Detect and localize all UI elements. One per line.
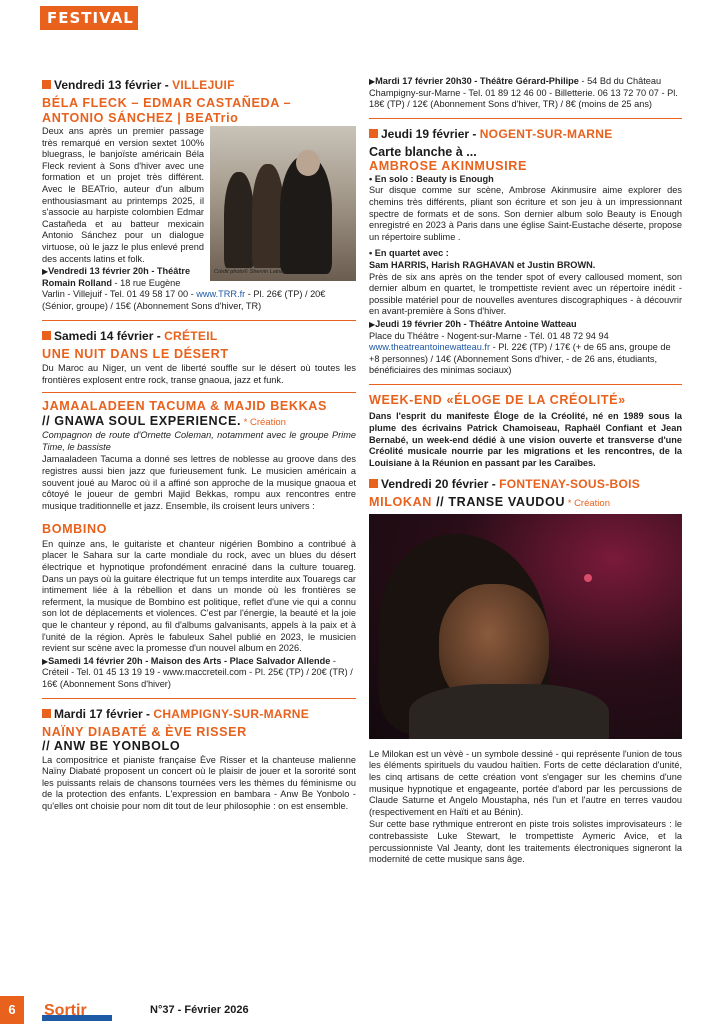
page-number: 6 xyxy=(0,996,24,1024)
weekend-title: WEEK-END «ÉLOGE DE LA CRÉOLITÉ» xyxy=(369,392,626,407)
quartet-description: Près de six ans après on the tender spot of every calloused moment, son dernier album en quartet, le trompettiste revient avec un répertoire inédit - possible matériel pour de nouvelles aventures discographiques - à découvrir en avant-première à Sons d'hiver. xyxy=(369,271,682,317)
bullet-square-icon xyxy=(369,129,378,138)
bullet-square-icon xyxy=(369,479,378,488)
arrow-icon: ▶ xyxy=(42,656,49,666)
svg-text:Sortir: Sortir xyxy=(44,1002,87,1019)
event-title: BÉLA FLECK – EDMAR CASTAÑEDA – ANTONIO SÁNCHEZ | BEATrio xyxy=(42,96,292,125)
divider xyxy=(42,392,356,393)
event-info: ▶Jeudi 19 février 20h - Théâtre Antoine Watteau Place du Théâtre - Nogent-sur-Marne - Tél. 01 48 72 94 94 www.theatreantoinewatteau.fr - Pl. 22€ (TP) / 17€ (+ de 65 ans, groupe de +8 personnes) / 14€ (Abonnement Sons d'hiver, - de 26 ans, étudiants, bénéficiaires des minimas sociaux) xyxy=(369,318,671,376)
left-column xyxy=(42,78,356,814)
artist-title: BOMBINO xyxy=(42,522,108,537)
arrow-icon: ▶ xyxy=(42,267,49,277)
event-description: Le Milokan est un vèvè - un symbole dessiné - qui représente l'union de tous les éléments spirituels du vaudou haïtien. Forts de cette déclaration d'unité, les cinq artisans de cette création vont s'engager sur les chemins d'une musique hypnotique et engageante, portée d'abord par les percussions de Claude Saturne et Angelo Moustapha, nés l'un et l'autre en terres vaudou (respectivement en Haïti et au Bénin). xyxy=(369,748,682,817)
event-info: ▶Vendredi 13 février 20h - Théâtre Romain Rolland - 18 rue Eugène Varlin - Villejuif - Tel. 01 49 58 17 00 - www.TRR.fr - Pl. 26€ (TP) / 20€ (Sénior, groupe) / 15€ (Abonnement Sons d'hiver, TR) xyxy=(42,266,326,311)
event-date: Mardi 17 février - CHAMPIGNY-SUR-MARNE xyxy=(42,707,356,721)
project-title: // ANW BE YONBOLO xyxy=(42,739,181,754)
bullet-square-icon xyxy=(42,331,51,340)
artist-title: MILOKAN // TRANSE VAUDOU * Création xyxy=(369,495,610,510)
quartet-label: • En quartet avec : xyxy=(369,248,449,259)
event-date: Vendredi 13 février - VILLEJUIF xyxy=(42,78,356,92)
solo-description: Sur disque comme sur scène, Ambrose Akinmusire aime explorer des chemins très différents, pliant son écriture et son jeu à un impressionnant spectre de formats et de sons. Son dernier album solo Beauty is Enough enregistré en 2023 à Paris dans une église Saint-Eustache déserte, propose un répertoire sublime . xyxy=(369,185,682,242)
website-link[interactable]: www.theatreantoinewatteau.fr xyxy=(369,342,491,353)
artist-description: Jamaaladeen Tacuma a donné ses lettres de noblesse au groove dans des registres aussi bien jazz que furieusement funk. Le musicien américain a souvent joué au Maroc où il a affiné son approche de la musique gnaoua et côtoyé le joueur de gembri Majid Bekkas, rompu aux rencontres entre musique traditionnelle et jazz. Ensemble, ils croisent leurs univers : xyxy=(42,454,356,511)
right-column xyxy=(369,76,682,867)
weekend-intro: Dans l'esprit du manifeste Éloge de la Créolité, né en 1989 sous la plume des écrivains Patrick Chamoiseau, Raphaël Confiant et Jean Bernabé, un week-end dédié à une vision ouverte et transverse d'une Créolité musicale nourrie par les migrations et les rencontres, de la Louisiane à la Réunion en passant par les Caraïbes. xyxy=(369,411,682,468)
event-title: Carte blanche à ... xyxy=(369,144,477,159)
photo-credit: Crédit photo© Shervin Lainez xyxy=(214,269,286,276)
event-description: Sur cette base rythmique entreront en piste trois solistes improvisateurs : le contrebassiste Luke Stewart, le trompettiste Aymeric Avice, et la percussionniste Val Jeanty, dont les traitements électroniques signeront la modernité de cette musique sans âge. xyxy=(369,819,682,865)
event-date: Vendredi 20 février - FONTENAY-SOUS-BOIS xyxy=(369,477,682,491)
website-link[interactable]: www.TRR.fr xyxy=(196,289,246,300)
issue-label: N°37 - Février 2026 xyxy=(150,1004,249,1016)
divider xyxy=(42,320,356,321)
arrow-icon: ▶ xyxy=(369,77,376,86)
event-title: UNE NUIT DANS LE DÉSERT xyxy=(42,346,229,361)
divider xyxy=(369,118,682,119)
event-date: Jeudi 19 février - NOGENT-SUR-MARNE xyxy=(369,127,682,141)
bullet-square-icon xyxy=(42,709,51,718)
project-title: // GNAWA SOUL EXPERIENCE. * Création xyxy=(42,413,286,428)
event-description: Du Maroc au Niger, un vent de liberté souffle sur le désert où toutes les frontières explosent entre rock, transe gnaoua, jazz et funk. xyxy=(42,363,356,385)
artist-photo xyxy=(369,514,682,739)
artist-title: AMBROSE AKINMUSIRE xyxy=(369,159,527,174)
artist-intro: Compagnon de route d'Ornette Coleman, notamment avec le groupe Prime Time, le bassiste xyxy=(42,430,356,452)
quartet-members: Sam HARRIS, Harish RAGHAVAN et Justin BROWN. xyxy=(369,259,596,270)
event-info: ▶Mardi 17 février 20h30 - Théâtre Gérard-Philipe - 54 Bd du Château Champigny-sur-Marne - Tel. 01 89 12 46 00 - Billetterie. 06 13 72 70 07 - Pl. 18€ (TP) / 12€ (Abonnement Sons d'hiver, TR) / 8€ (moins de 25 ans) xyxy=(369,76,678,110)
solo-label: • En solo : Beauty is Enough xyxy=(369,173,494,184)
arrow-icon: ▶ xyxy=(369,319,376,329)
divider xyxy=(42,698,356,699)
divider xyxy=(369,384,682,385)
event-description: La compositrice et pianiste française Ève Risser et la chanteuse malienne Naïny Diabaté proposent un concert où le plaisir de jouer et la sororité sont les puissants relais de chansons tournées vers les thèmes du féminisme ou de la protection des enfants. L'expression en bambara - Anw Be Yonbolo - qu'elles ont choisie pour nom dit tout de leur philosophie : on est ensemble. xyxy=(42,754,356,811)
bullet-square-icon xyxy=(42,80,51,89)
event-description: Deux ans après un premier passage très remarqué en version sextet 100% bluegrass, le banjoïste américain Béla Fleck revient à Sons d'hiver avec une formation et un projet très différent. Avec le BEATrio, auteur d'un album enthousiasmant au printemps 2025, il s'associe au harpiste colombien Edmar Castañeda et au batteur mexicain Antonio Sánchez pour un dialogue virtuose, où le jazz le plus enlevé prend des accents latins et folk. xyxy=(42,126,204,264)
page-footer xyxy=(0,996,724,1024)
event-info: ▶Samedi 14 février 20h - Maison des Arts - Place Salvador Allende - Créteil - Tel. 01 45 13 19 19 - www.maccreteil.com - Pl. 25€ (TP) / 20€ (TR) / 16€ (Abonnement Sons d'hiver) xyxy=(42,655,353,689)
event-date: Samedi 14 février - CRÉTEIL xyxy=(42,329,356,343)
section-tag: FESTIVAL xyxy=(40,6,138,30)
artist-title: JAMAALADEEN TACUMA & MAJID BEKKAS xyxy=(42,399,327,414)
magazine-logo xyxy=(42,999,114,1021)
band-photo xyxy=(210,126,356,281)
artist-description: En quinze ans, le guitariste et chanteur nigérien Bombino a contribué à placer le Sahara sur la carte mondiale du rock, avec un blues du désert électrique et hypnotique profondément enraciné dans la culture touareg. Dans un pays où la guitare électrique fut un temps interdite aux Touaregs car intimement liée à la rébellion et dans un monde où les frontières se referment, la musique de Bombino est politique, reflet d'une vie qui a connu son lot de déplacements et violences. C'est par l'énergie, la beauté et la joie que le chanteur y répond, au fil d'albums galvanisants, appels à la paix et à l'unité de la région. Après le fabuleux Sahel publié en 2023, le musicien revient sur scène avec la promesse d'un nouvel album en 2026. xyxy=(42,538,356,654)
event-title: NAÏNY DIABATÉ & ÈVE RISSER xyxy=(42,724,247,739)
